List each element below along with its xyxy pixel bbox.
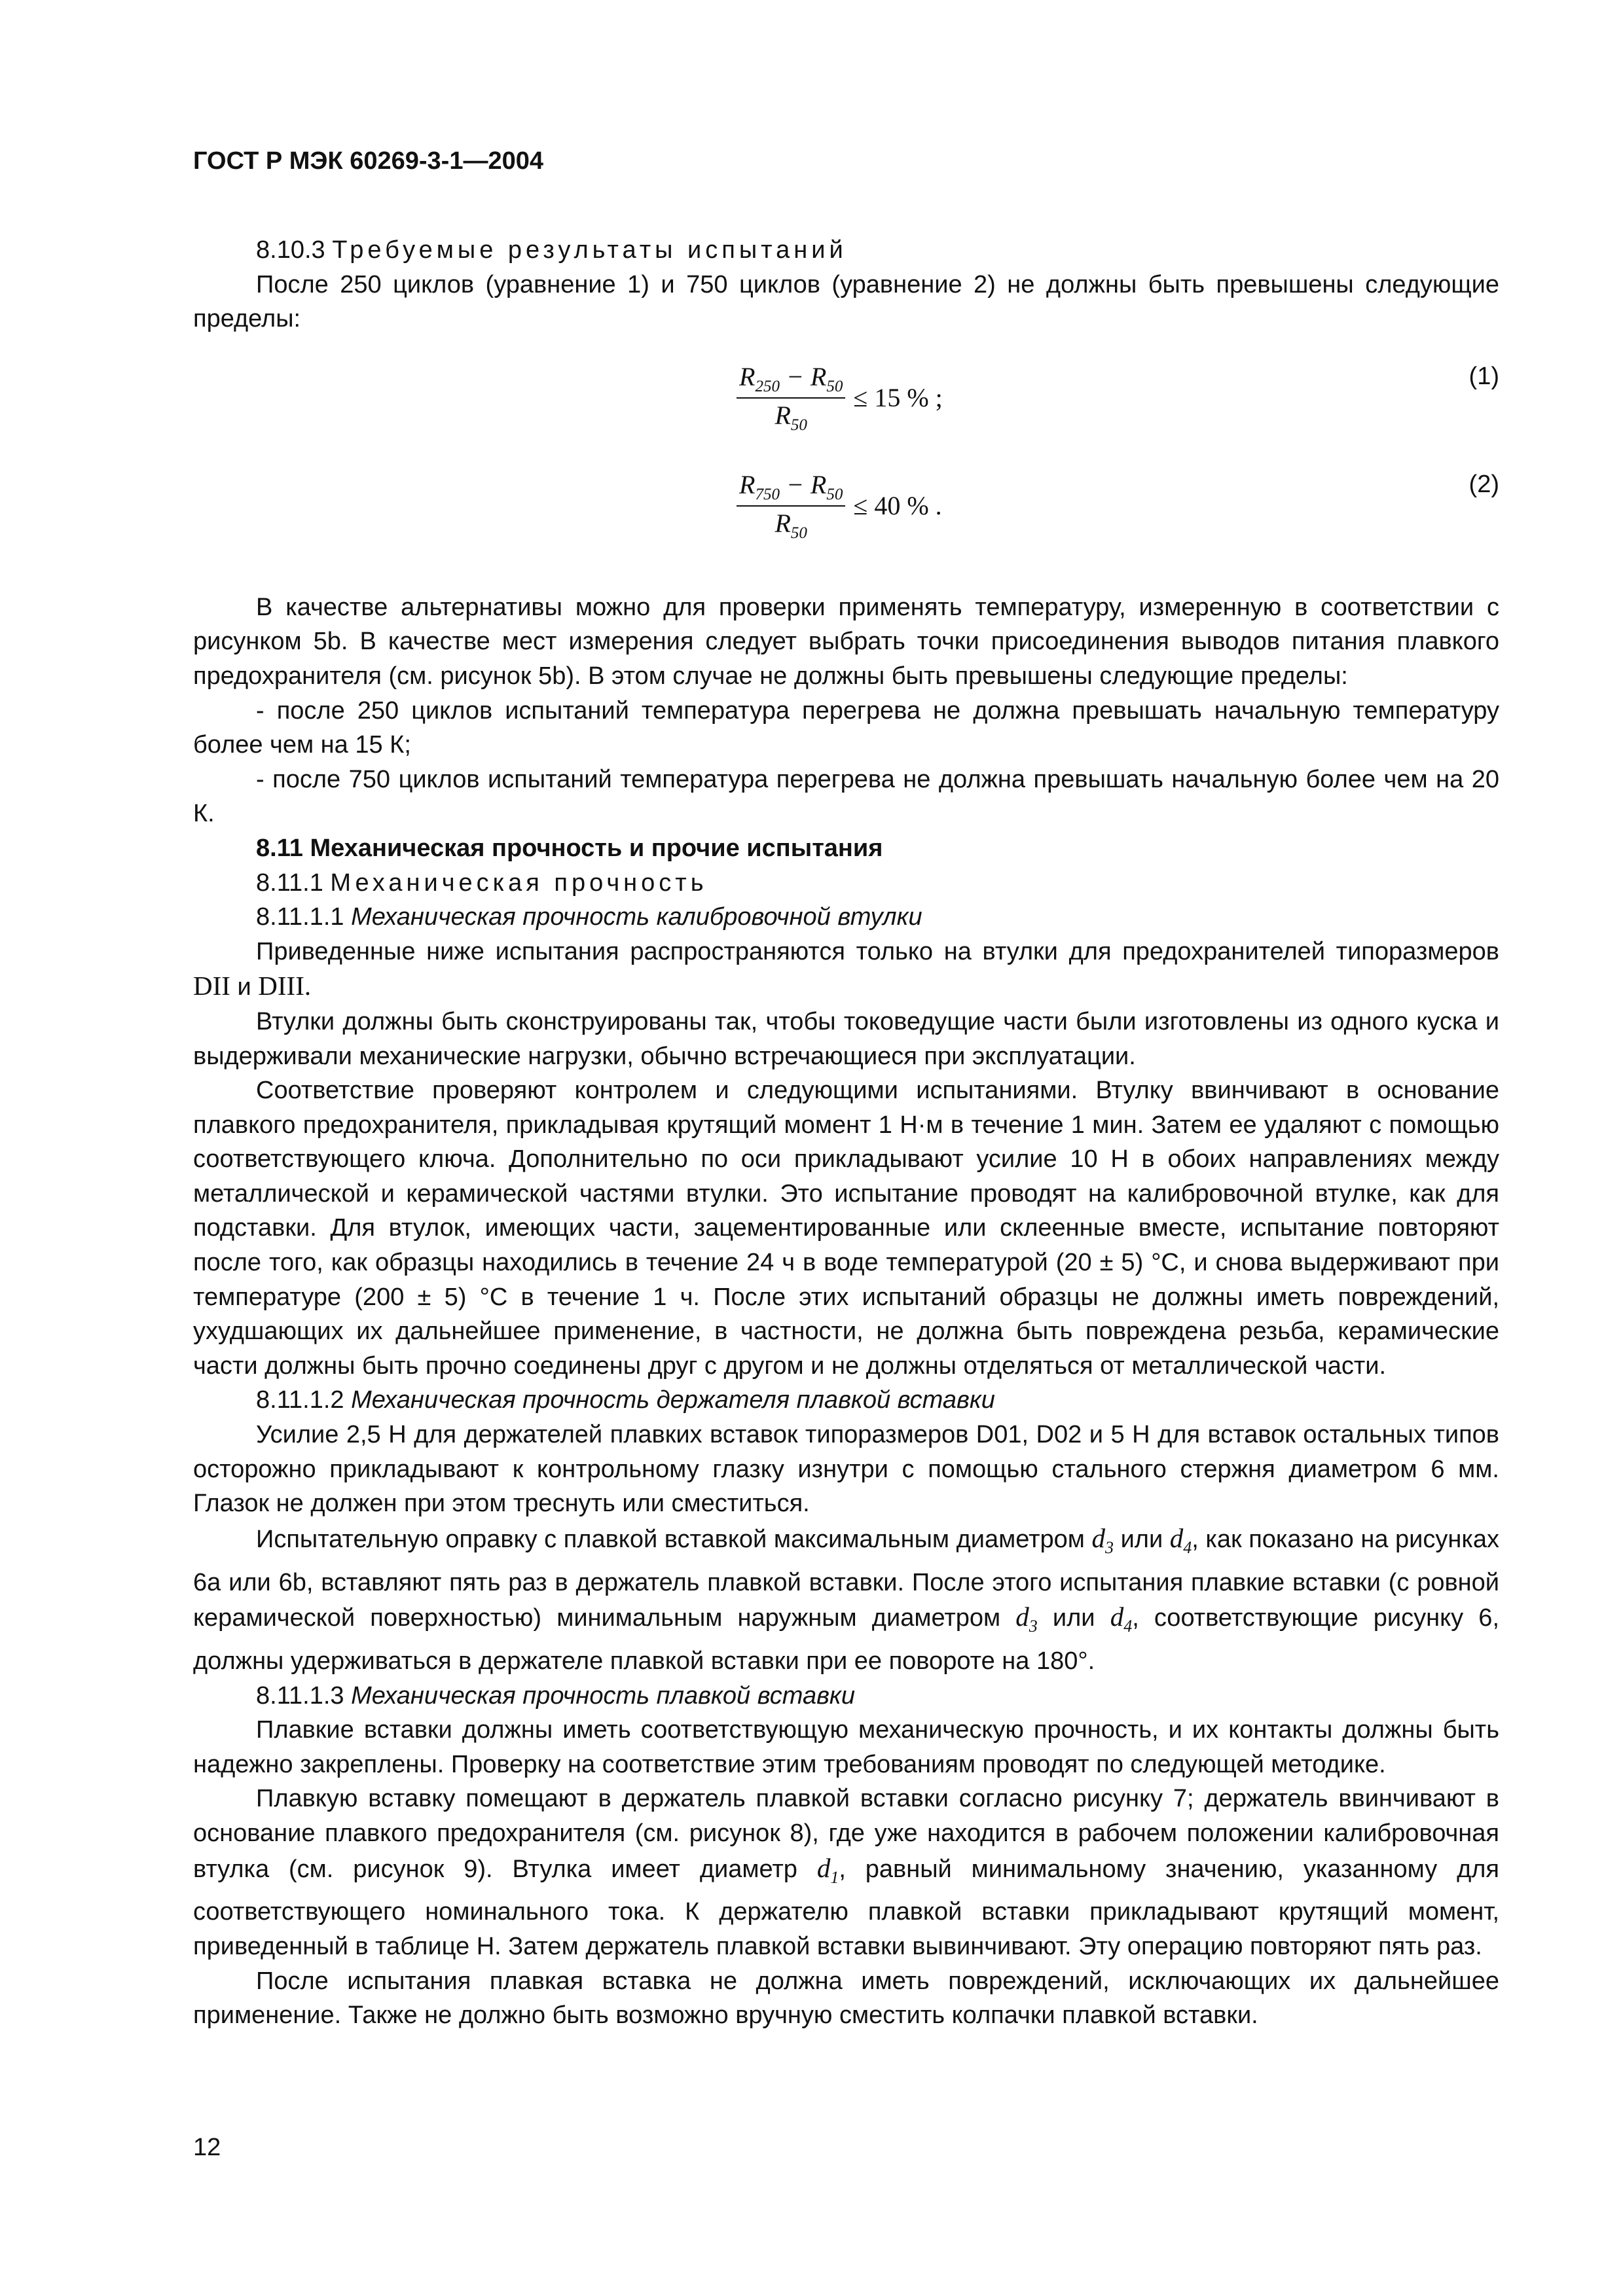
paragraph-scope: Приведенные ниже испытания распространяются только на втулки для предохранителей типоразмеров DII и DIII. (193, 937, 1499, 1001)
paragraph-alternative: В качестве альтернативы можно для проверки применять температуру, измеренную в соответствии с рисунком 5b. В качестве мест измерения следует выбрать точки присоединения выводов питания плавкого предохранителя (см. рисунок 5b). В этом случае не должны быть превышены следующие пределы: (193, 593, 1499, 690)
paragraph-test-mandrel: Испытательную оправку с плавкой вставкой максимальным диаметром $d_3$ или $d_4$, как показано на рисунках 6а или 6b, вставляют пять раз в держатель плавкой вставки. После этого испытания плавкие вставки (с ровной керамической поверхностью) минимальным наружным диаметром $d_3$ или $d_4$, соответствующие рисунку 6, должны удерживаться в держателе плавкой вставки при ее повороте на 180°. (193, 1522, 1499, 1675)
paragraph-fuse-procedure: Плавкую вставку помещают в держатель плавкой вставки согласно рисунку 7; держатель ввинчивают в основание плавкого предохранителя (см. рисунок 8), где уже находится в рабочем положении калибровочная втулка (см. рисунок 9). Втулка имеет диаметр $d_1$, равный минимальному значению, указанному для соответствующего номинального тока. К держателю плавкой вставки прикладывают крутящий момент, приведенный в таблице Н. Затем держатель плавкой вставки вывинчивают. Эту операцию повторяют пять раз. (193, 1785, 1500, 1960)
paragraph-compliance: Соответствие проверяют контролем и следующими испытаниями. Втулку ввинчивают в основание плавкого предохранителя, прикладывая крутящий момент 1 Н·м в течение 1 мин. Затем ее удаляют с помощью соответствующего ключа. Дополнительно по оси прикладывают усилие 10 Н в обоих направлениях между металлической и керамической частями втулки. Это испытание проводят на калибровочной втулке, как для подставки. Для втулок, имеющих части, зацементированные или склеенные вместе, испытание повторяют после того, как образцы находились в течение 24 ч в воде температурой (20 ± 5) °С, и снова выдерживают при температуре (200 ± 5) °С в течение 1 ч. После этих испытаний образцы не должны иметь повреждений, ухудшающих их дальнейшее применение, в частности, не должна быть повреждена резьба, керамические части должны быть прочно соединены друг с другом и не должны отделяться от металлической части. (193, 1077, 1499, 1380)
paragraph-after-test: После испытания плавкая вставка не должна иметь повреждений, исключающих их дальнейшее применение. Также не должно быть возможно вручную сместить колпачки плавкой вставки. (193, 1967, 1499, 2030)
equation-2-number: (2) (1468, 470, 1499, 498)
equation-1-relation: ≤ 15 % ; (853, 383, 943, 413)
section-8-11-1-1-heading: 8.11.1.1 Механическая прочность калибровочной втулки (256, 903, 922, 931)
list-item-250: - после 250 циклов испытаний температура перегрева не должна превышать начальную температуру более чем на 15 К; (193, 696, 1499, 759)
section-8-11-1-heading: 8.11.1 Механическая прочность (256, 869, 708, 897)
paragraph-construction: Втулки должны быть сконструированы так, чтобы токоведущие части были изготовлены из одного куска и выдерживали механические нагрузки, обычно встречающиеся при эксплуатации. (193, 1007, 1499, 1070)
paragraph-fuse-strength: Плавкие вставки должны иметь соответствующую механическую прочность, и их контакты должны быть надежно закреплены. Проверку на соответствие этим требованиям проводят по следующей методике. (193, 1716, 1499, 1778)
equation-1: $\frac{R_{250} - R_{50}}{R_{50}}$ ≤ 15 % ; (1) (193, 350, 1499, 444)
equation-2: $\frac{R_{750} - R_{50}}{R_{50}}$ ≤ 40 % . (2) (193, 457, 1499, 552)
document-page (193, 147, 1499, 2033)
document-header: ГОСТ Р МЭК 60269-3-1—2004 (193, 147, 543, 175)
equation-1-number: (1) (1468, 362, 1499, 390)
section-8-11-1-2-heading: 8.11.1.2 Механическая прочность держателя плавкой вставки (256, 1386, 995, 1414)
page-number: 12 (193, 2134, 221, 2161)
paragraph-limits-intro: После 250 циклов (уравнение 1) и 750 циклов (уравнение 2) не должны быть превышены следующие пределы: (193, 270, 1499, 333)
paragraph-force: Усилие 2,5 Н для держателей плавких вставок типоразмеров D01, D02 и 5 Н для вставок остальных типов осторожно прикладывают к контрольному глазку изнутри с помощью стального стержня диаметром 6 мм. Глазок не должен при этом треснуть или сместиться. (193, 1421, 1499, 1518)
section-8-11-1-3-heading: 8.11.1.3 Механическая прочность плавкой вставки (256, 1681, 856, 1710)
equation-2-relation: ≤ 40 % . (853, 491, 942, 521)
section-8-10-3-heading: 8.10.3 Требуемые результаты испытаний (256, 236, 847, 264)
section-8-11-heading: 8.11 Механическая прочность и прочие испытания (256, 834, 883, 862)
list-item-750: - после 750 циклов испытаний температура перегрева не должна превышать начальную более чем на 20 К. (193, 765, 1499, 828)
